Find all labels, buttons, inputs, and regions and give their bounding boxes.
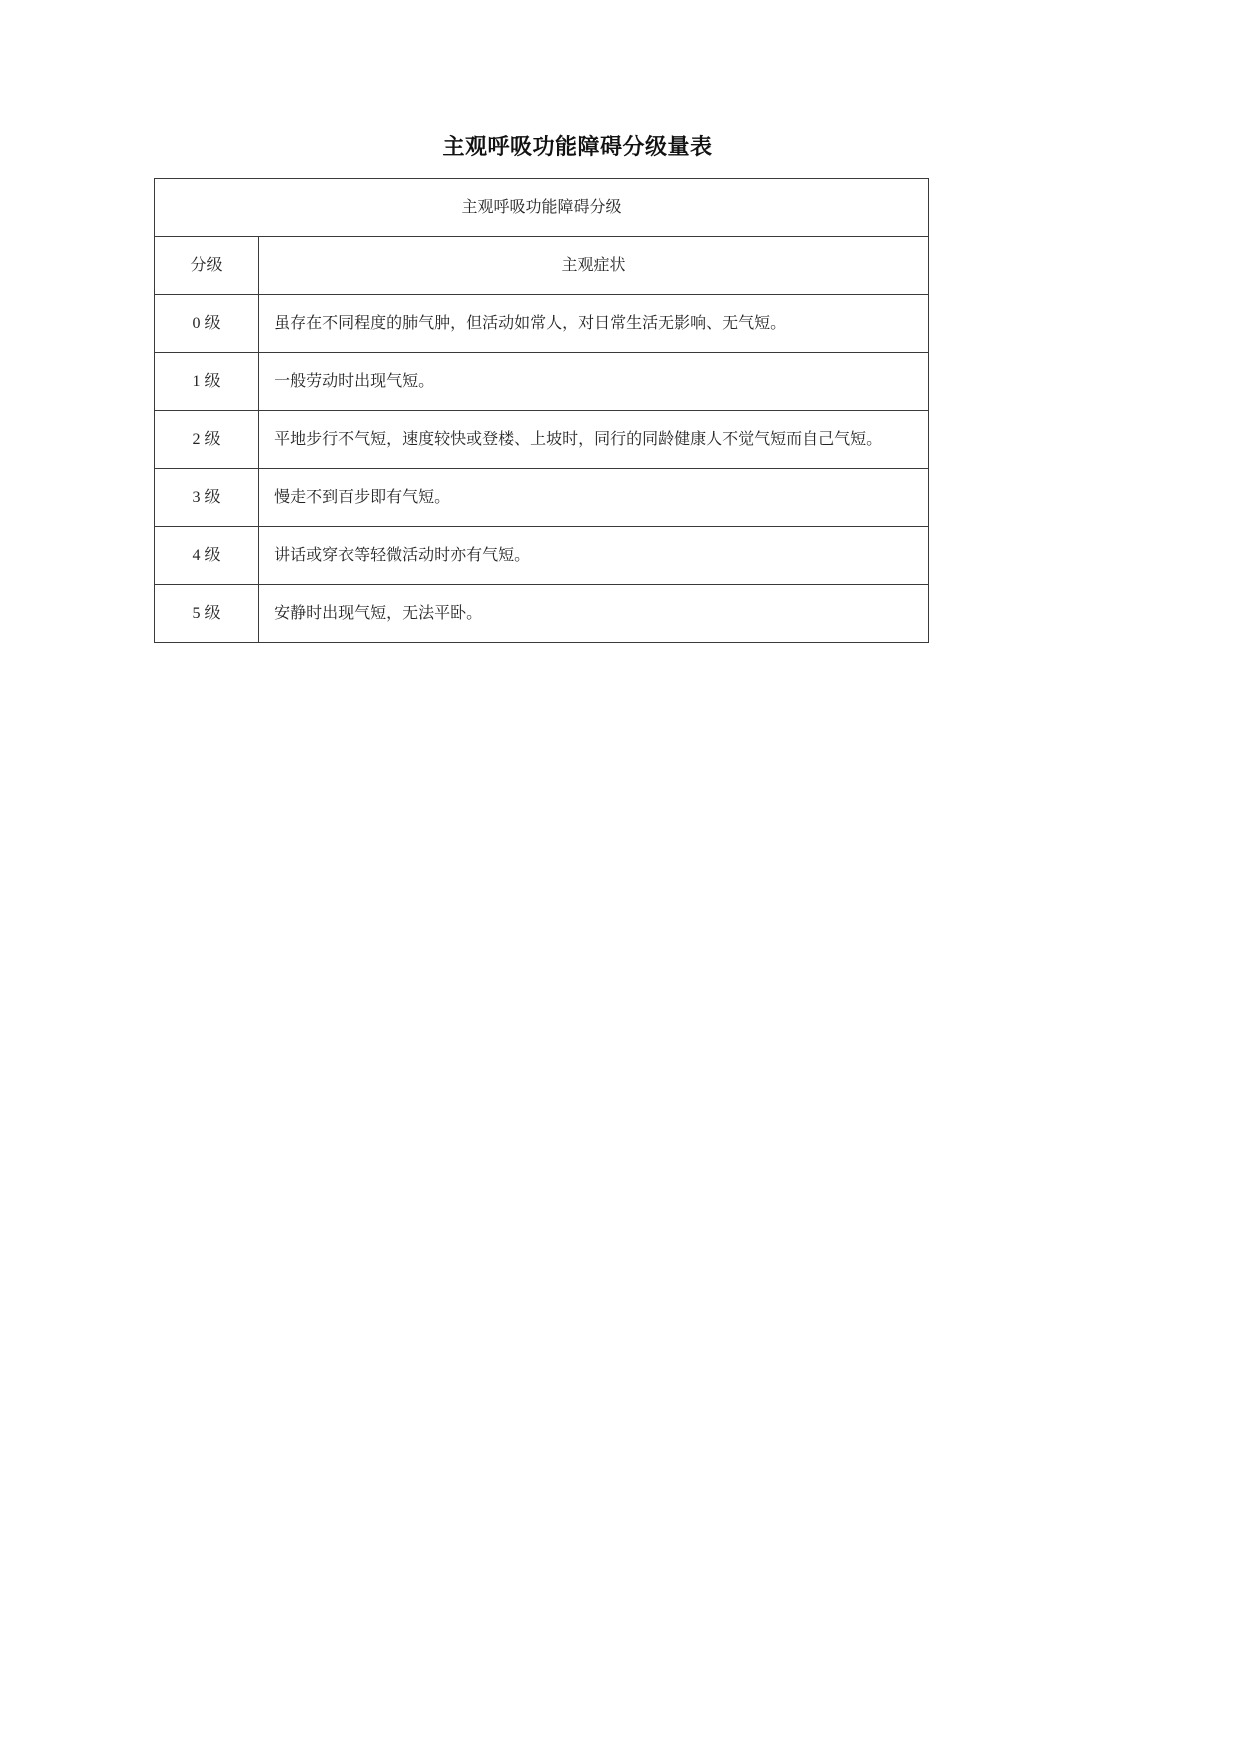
symptom-cell: 安静时出现气短，无法平卧。 [259, 585, 929, 643]
table-row [155, 585, 929, 643]
document-title: 主观呼吸功能障碍分级量表 [442, 135, 713, 160]
header-grade: 分级 [155, 237, 259, 295]
header-symptom: 主观症状 [259, 237, 929, 295]
symptom-cell: 讲话或穿衣等轻微活动时亦有气短。 [259, 527, 929, 585]
symptom-cell: 平地步行不气短，速度较快或登楼、上坡时，同行的同龄健康人不觉气短而自己气短。 [259, 411, 929, 469]
grade-cell: 3 级 [155, 469, 259, 527]
symptom-cell: 虽存在不同程度的肺气肿，但活动如常人，对日常生活无影响、无气短。 [259, 295, 929, 353]
grade-cell: 4 级 [155, 527, 259, 585]
symptom-cell: 慢走不到百步即有气短。 [259, 469, 929, 527]
symptom-cell: 一般劳动时出现气短。 [259, 353, 929, 411]
table-row [155, 527, 929, 585]
table-row [155, 411, 929, 469]
grade-cell: 0 级 [155, 295, 259, 353]
table-caption: 主观呼吸功能障碍分级 [155, 179, 929, 237]
table-caption-row [155, 179, 929, 237]
table-header-row [155, 237, 929, 295]
grade-cell: 1 级 [155, 353, 259, 411]
table-row [155, 353, 929, 411]
dyspnea-grading-table [154, 178, 929, 643]
grade-cell: 5 级 [155, 585, 259, 643]
table-row [155, 469, 929, 527]
table-row [155, 295, 929, 353]
grade-cell: 2 级 [155, 411, 259, 469]
